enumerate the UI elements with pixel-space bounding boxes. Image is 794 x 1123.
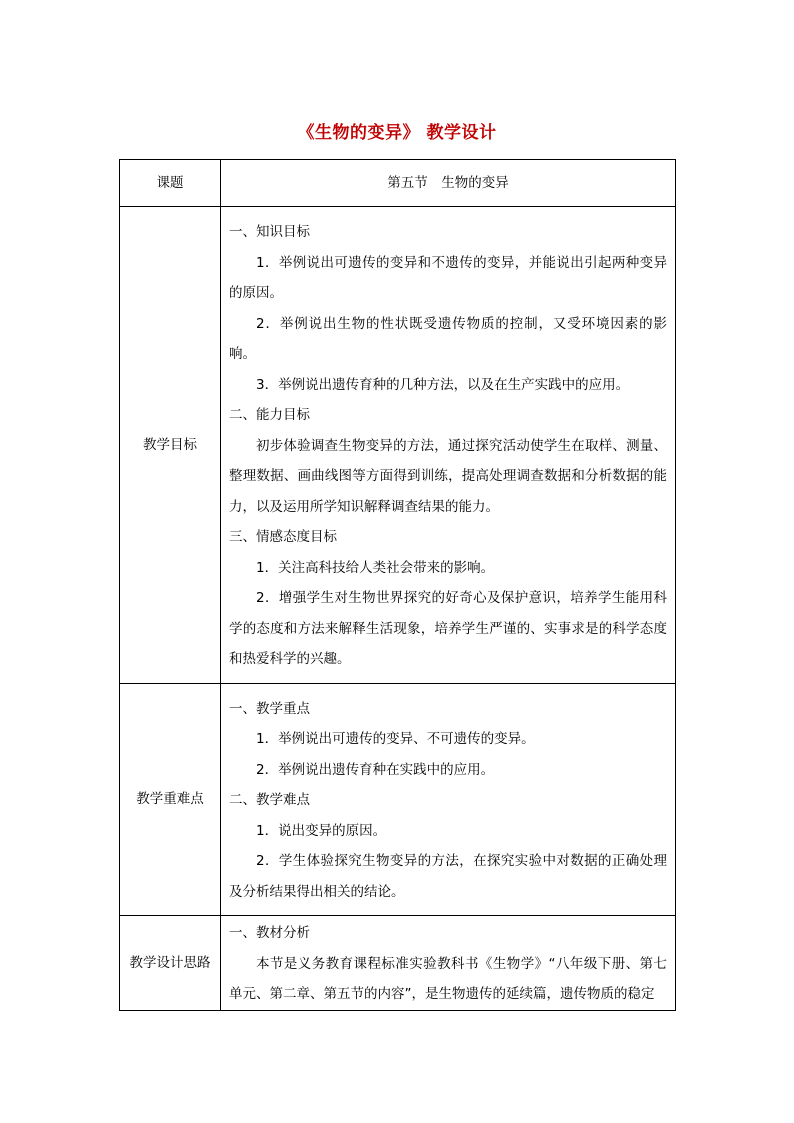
focus-heading: 一、教学重点 <box>229 700 310 717</box>
knowledge-heading: 一、知识目标 <box>229 224 310 240</box>
key-points-content <box>221 683 676 916</box>
focus-item-2: 2．举例说出遗传育种在实践中的应用。 <box>256 761 495 778</box>
objectives-content <box>221 207 676 684</box>
topic-label: 课题 <box>120 160 221 207</box>
objectives-label: 教学目标 <box>120 207 221 684</box>
ability-heading: 二、能力目标 <box>229 407 310 423</box>
emotion-item-2: 2．增强学生对生物世界探究的好奇心及保护意识，培养学生能用科学的态度和方法来解释生活现象，培养学生严谨的、实事求是的科学态度和热爱科学的兴趣。 <box>229 590 667 667</box>
table-row-topic <box>120 160 676 207</box>
table-row-objectives <box>120 207 676 684</box>
analysis-text: 本节是义务教育课程标准实验教科书《生物学》“八年级下册、第七单元、第二章、第五节的内容”，是生物遗传的延续篇，遗传物质的稳定 <box>229 955 667 1002</box>
table-row-key-points <box>120 683 676 916</box>
document-title: 《生物的变异》 教学设计 <box>297 123 497 143</box>
topic-value: 第五节 生物的变异 <box>221 160 676 207</box>
difficulty-item-1: 1．说出变异的原因。 <box>256 822 387 839</box>
knowledge-item-3: 3．举例说出遗传育种的几种方法，以及在生产实践中的应用。 <box>256 376 630 393</box>
design-label: 教学设计思路 <box>120 916 221 1011</box>
difficulty-heading: 二、教学难点 <box>229 792 310 808</box>
lesson-plan-table <box>119 159 676 1011</box>
design-content <box>221 916 676 1011</box>
emotion-item-1: 1．关注高科技给人类社会带来的影响。 <box>256 559 495 576</box>
analysis-heading: 一、教材分析 <box>229 925 310 941</box>
knowledge-item-2: 2．举例说出生物的性状既受遗传物质的控制，又受环境因素的影响。 <box>229 315 667 362</box>
focus-item-1: 1．举例说出可遗传的变异、不可遗传的变异。 <box>256 731 535 747</box>
table-row-design <box>120 916 676 1011</box>
key-points-label: 教学重难点 <box>120 683 221 916</box>
ability-text: 初步体验调查生物变异的方法，通过探究活动使学生在取样、测量、整理数据、画曲线图等方面得到训练，提高处理调查数据和分析数据的能力，以及运用所学知识解释调查结果的能力。 <box>229 437 667 515</box>
knowledge-item-1: 1．举例说出可遗传的变异和不遗传的变异，并能说出引起两种变异的原因。 <box>229 254 667 301</box>
emotion-heading: 三、情感态度目标 <box>229 529 337 545</box>
difficulty-item-2: 2．学生体验探究生物变异的方法，在探究实验中对数据的正确处理及分析结果得出相关的结论。 <box>229 853 667 900</box>
